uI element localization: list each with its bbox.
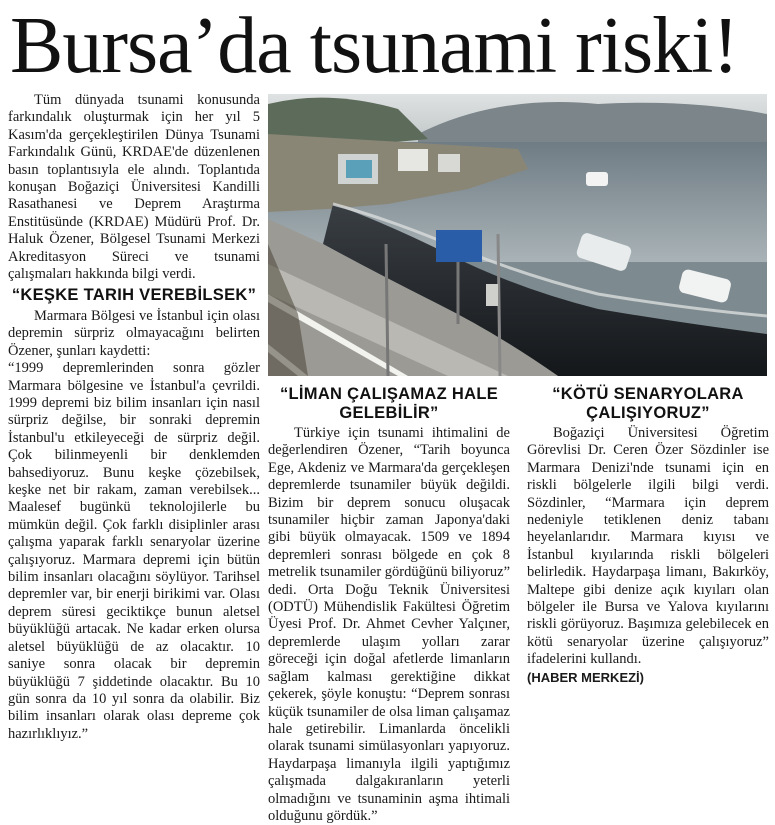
tsunami-photo [268,94,767,376]
section2-paragraph-1: Türkiye için tsunami ihtimalini de değerlendiren Özener, “Tarih boyunca Ege, Akdeniz ve Marmara'da gerçekleşen depremlerde tsunamiler büyük değildi. Bizim bir deprem sonucu oluşacak tsunamiler hiçbir zaman Japonya'daki gibi büyük olmayacak. 1509 ve 1894 depremleri sonrası bölgede en çok 8 metrelik tsunamiler gördüğünü biliyoruz” dedi. Orta Doğu Teknik Üniversitesi (ODTÜ) Mühendislik Fakültesi Öğretim Üyesi Prof. Dr. Ahmet Cevher Yalçıner, depremlerde ulaşım yolları zarar göreceği için doğal afetlerde limanların sağlam kalması gerektiğine dikkat çekerek, şöyle konuştu: “Deprem sonrası küçük tsunamiler de olsa liman çalışamaz hale getirebilir. Limanlarda öncelikli olarak tsunami simülasyonları yapıyoruz. Haydarpaşa limanıyla ilgili yaptığımız çalışmada dalgakıranların yeterli olmadığını ve tsunaminin aşma ihtimali olduğunu gördük.” [268,425,511,824]
intro-paragraph: Tüm dünyada tsunami konusunda farkındalık oluşturmak için her yıl 5 Kasım'da gerçekleştirilen Dünya Tsunami Farkındalık Günü, KRDAE'de düzenlenen basın toplantısıyla ele alındı. Toplantıda konuşan Boğaziçi Üniversitesi Kandilli Rasathanesi ve Deprem Araştırma Enstitüsünde (KRDAE) Müdürü Prof. Dr. Haluk Özener, Bölgesel Tsunami Merkezi Akreditasyon Süreci ve tsunami çalışmaları hakkında bilgi verdi. [8,92,260,283]
section1-paragraph-1: Marmara Bölgesi ve İstanbul için olası depremin sürpriz olmayacağını belirten Özener, şunları kaydetti: [8,307,260,359]
article-column-1 [8,92,260,768]
byline: (HABER MERKEZİ) [527,669,644,685]
headline: Bursa’da tsunami riski! [10,2,738,90]
subheading-liman: “LİMAN ÇALIŞAMAZ HALE GELEBİLİR” [279,385,499,422]
article-column-2 [268,382,511,824]
section3-paragraph-1: Boğaziçi Üniversitesi Öğretim Görevlisi Dr. Ceren Özer Sözdinler ise Marmara Denizi'nde tsunami için en riskli bölgelerle ilgili bilgi verdi. Sözdinler, “Marmara için deprem nedeniyle tetiklenen deniz tabanı heyelanlarıdır. Marmara kıyısı ve İstanbul kıyılarında riskli bölgeleri belirledik. Haydarpaşa limanı, Bakırköy, Maltepe gibi denize açık kıyıları olan bölgeler ile Bursa ve Yalova kıyılarını riskli görüyoruz. Başımıza gelebilecek en kötü senaryolar üzerine çalışıyoruz” ifadelerini kullandı. [527,425,769,668]
article-column-3 [527,382,769,768]
section1-paragraph-2: “1999 depremlerinden sonra gözler Marmara bölgesine ve İstanbul'a çevrildi. 1999 depremi biz bilim insanları için nasıl sürpriz değilse, bir sonraki depremin İstanbul'u etkileyeceği de sürpriz değil. Çok bilinmeyenli bir denklemden bahsediyoruz. Bunu keşke çözebilsek, keşke net bir rakam, zaman verebilsek... Maalesef bugünkü teknolojilerle bu mümkün değil. Çok farklı disiplinler arası çalışma yaparak farklı senaryolar üzerine çalışıyoruz. Marmara depremi için bütün bilim insanları olacağını söylüyor. Tarihsel depremler var, bir enerji birikimi var. Olası deprem süresi geciktikçe bunun aletsel büyüklüğü artacak. Ne kadar erken olursa aletsel büyüklüğü de az olacaktır. 10 saniye sonra olacak bir depremin büyüklüğü 7 şiddetinde olacaktır. Bu 10 gün sonra da 10 yıl sonra da olabilir. Biz bilim insanları olarak olası depreme çok hazırlıklıyız.” [8,360,260,742]
subheading-keske-tarih: “KEŞKE TARIH VEREBİLSEK” [11,286,257,305]
subheading-kotu-senaryolar: “KÖTÜ SENARYOLARA ÇALIŞIYORUZ” [552,385,744,422]
